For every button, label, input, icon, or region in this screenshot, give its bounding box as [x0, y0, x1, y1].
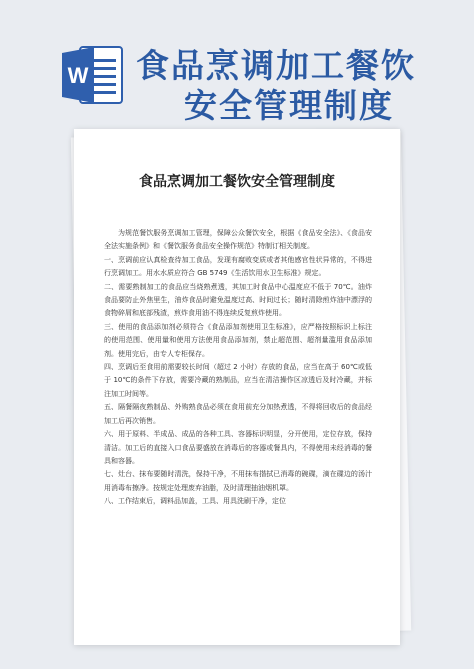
paragraph-4: 四、烹调后至食用前需要较长时间（超过 2 小时）存放的食品，应当在高于 60℃或低于 10℃的条件下存放，需要冷藏的熟制品，应当在清洁操作区凉透后及时冷藏，并标注加工时间等。: [104, 363, 372, 398]
banner-title-line-2: 安全管理制度: [184, 86, 394, 125]
document-title: 食品烹调加工餐饮安全管理制度: [139, 174, 335, 190]
paragraph-1: 一、烹调前应认真检查待加工食品，发现有腐败变质或者其他感官性状异常的，不得进行烹调加工。用水水质应符合 GB 5749《生活饮用水卫生标准》规定。: [104, 255, 372, 278]
banner: [0, 0, 474, 125]
document-body: [104, 227, 372, 509]
document-page: [74, 129, 400, 645]
paragraph-8: 八、工作结束后，调料品加盖，工具、用具洗刷干净，定位: [104, 497, 286, 506]
paragraph-7: 七、灶台、抹布要随时清洗，保持干净，不用抹布揩拭已消毒的碗碟，滴在碟边的汤汁用消毒布擦净。按规定处理废弃油脂，及时清理抽油烟机罩。: [104, 470, 372, 492]
paragraph-2: 二、需要熟制加工的食品应当烧熟煮透，其加工时食品中心温度应不低于 70℃。油炸食品要防止外焦里生，油炸食品时避免温度过高、时间过长；随时清除煎炸油中漂浮的食物碎屑和底部残渣，煎炸食用油不得连续反复煎炸使用。: [104, 282, 372, 318]
word-logo-icon: [60, 45, 124, 105]
banner-title-line-1: 食品烹调加工餐饮: [136, 46, 416, 85]
paragraph-5: 五、隔餐隔夜熟制品、外购熟食品必须在食用前充分加热煮透，不得将回收后的食品经加工后再次销售。: [104, 403, 372, 425]
paragraph-intro: 为规范餐饮服务烹调加工管理，保障公众餐饮安全，根据《食品安全法》、《食品安全法实施条例》和《餐饮服务食品安全操作规范》特制订相关制度。: [104, 229, 372, 251]
svg-text:W: W: [67, 63, 89, 88]
paragraph-6: 六、用于原料、半成品、成品的各种工具、容器标识明显，分开使用，定位存放，保持清洁。加工后的直接入口食品要盛放在消毒后的容器或餐具内，不得使用未经消毒的餐具和容器。: [104, 430, 372, 465]
paragraph-3: 三、使用的食品添加剂必须符合《食品添加剂使用卫生标准》，应严格按照标识上标注的使用范围、使用量和使用方法使用食品添加剂，禁止超范围、超剂量滥用食品添加剂。使用完后，由专人专柜保存。: [104, 322, 372, 358]
